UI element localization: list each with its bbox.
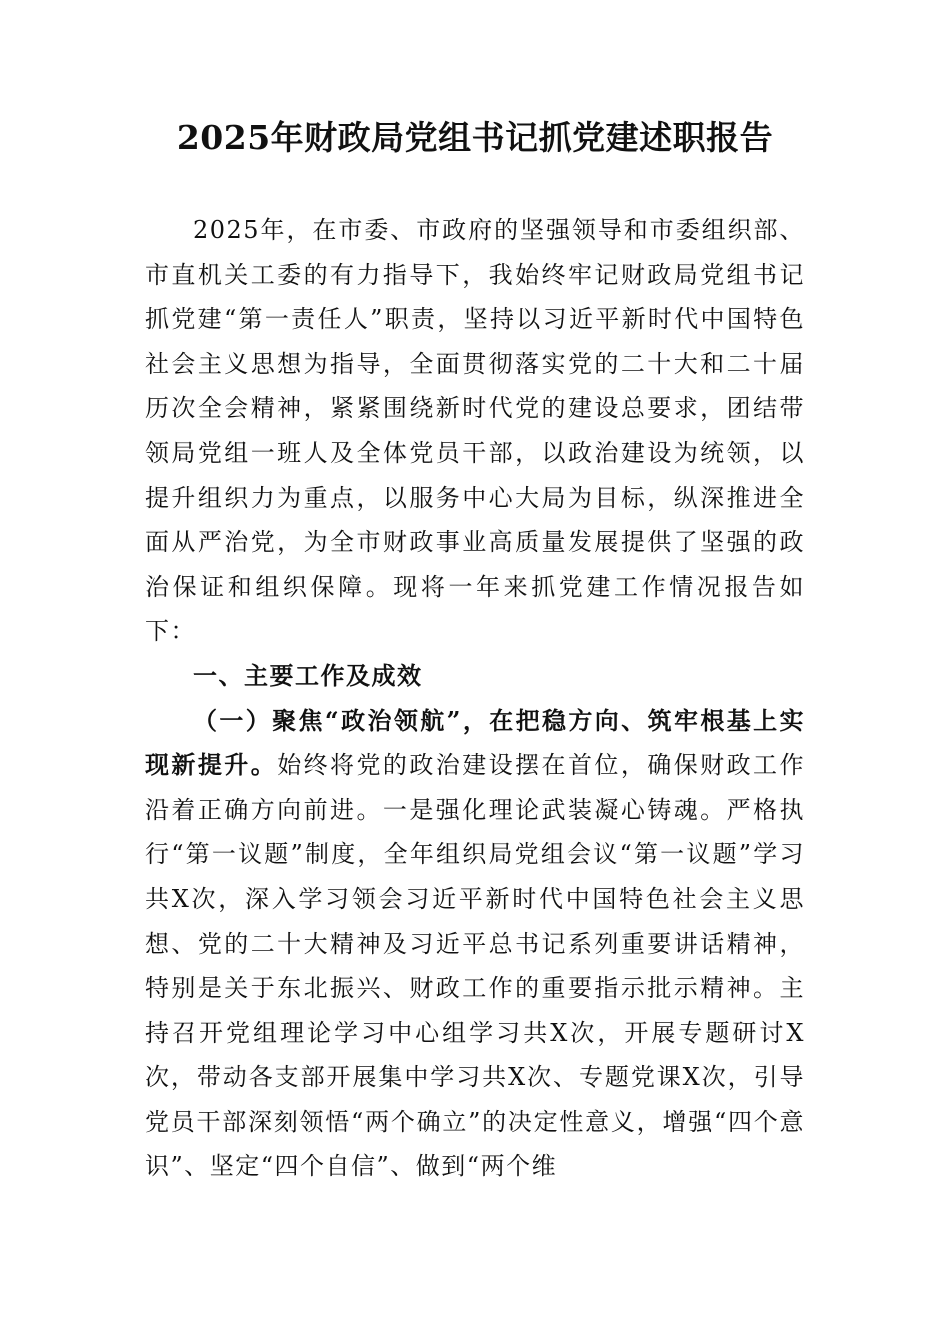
section-heading: 一、主要工作及成效	[193, 661, 423, 690]
document-body	[145, 208, 805, 1189]
document-title: 2025年财政局党组书记抓党建述职报告	[176, 118, 774, 157]
subsection-body: 始终将党的政治建设摆在首位，确保财政工作沿着正确方向前进。一是强化理论武装凝心铸魂。严格执行“第一议题”制度，全年组织局党组会议“第一议题”学习共X次，深入学习领会习近平新时代中国特色社会主义思想、党的二十大精神及习近平总书记系列重要讲话精神，特别是关于东北振兴、财政工作的重要指示批示精神。主持召开党组理论学习中心组学习共X次，开展专题研讨X次，带动各支部开展集中学习共X次、专题党课X次，引导党员干部深刻领悟“两个确立”的决定性意义，增强“四个意识”、坚定“四个自信”、做到“两个维	[145, 751, 805, 1181]
intro-paragraph: 2025年，在市委、市政府的坚强领导和市委组织部、市直机关工委的有力指导下，我始终牢记财政局党组书记抓党建“第一责任人”职责，坚持以习近平新时代中国特色社会主义思想为指导，全面贯彻落实党的二十大和二十届历次全会精神，紧紧围绕新时代党的建设总要求，团结带领局党组一班人及全体党员干部，以政治建设为统领，以提升组织力为重点，以服务中心大局为目标，纵深推进全面从严治党，为全市财政事业高质量发展提供了坚强的政治保证和组织保障。现将一年来抓党建工作情况报告如下：	[145, 216, 805, 646]
subsection-paragraph	[145, 699, 805, 1190]
subsection-heading: （一）聚焦“政治领航”，在把稳方向、筑牢根基上实现新提升。	[145, 705, 805, 780]
